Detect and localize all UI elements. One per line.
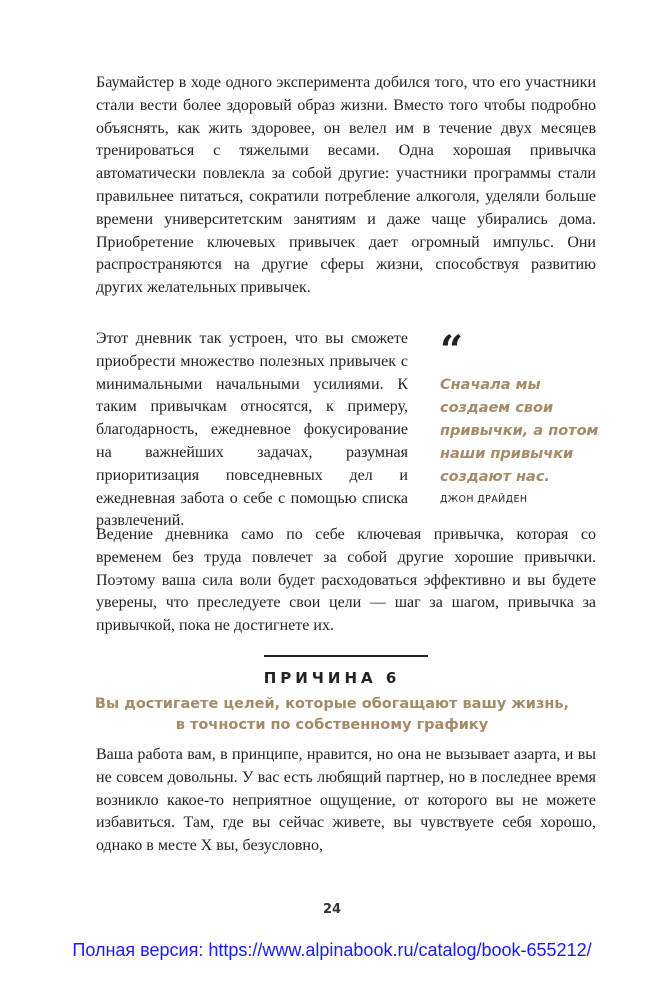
- pull-quote: [440, 327, 610, 505]
- section-divider: [264, 655, 428, 657]
- page-number: 24: [322, 902, 342, 917]
- quote-mark-icon: “: [440, 327, 460, 374]
- quote-text: Сначала мы создаем свои привычки, а потом наши привычки создают нас.: [440, 377, 599, 485]
- body-paragraph: Ведение дневника само по себе ключевая привычка, которая со временем без труда повлечет за собой другие хорошие привычки. Поэтому ваша сила воли будет расходоваться эффективно и вы будете уверены, что преследуете свои цели — шаг за шагом, привычка за привычкой, пока не достигнете их.: [96, 526, 596, 635]
- body-paragraph: Этот дневник так устроен, что вы сможете приобрести множество полезных привычек с минимальными начальными усилиями. К таким привычкам относятся, к примеру, благодарность, ежедневное фокусирование на важнейших задачах, разумная приоритизация повседневных дел и ежедневная забота о себе с помощью списка развлечений.: [96, 330, 408, 530]
- section-subtitle-line: Вы достигаете целей, которые обогащают вашу жизнь,: [94, 696, 570, 712]
- body-paragraph: Ваша работа вам, в принципе, нравится, но она не вызывает азарта, и вы не совсем довольны. У вас есть любящий партнер, но в последнее время возникло какое-то неприятное ощущение, от которого вы не можете избавиться. Там, где вы сейчас живете, вы чувствуете себя хорошо, однако в месте X вы, безусловно,: [96, 746, 596, 855]
- body-paragraph: Баумайстер в ходе одного эксперимента добился того, что его участники стали вести более здоровый образ жизни. Вместо того чтобы подробно объяснять, как жить здоровее, он велел им в течение двух месяцев тренироваться с тяжелыми весами. Одна хорошая привычка автоматически повлекла за собой другие: участники программы стали правильнее питаться, сократили потребление алкоголя, уделяли больше времени университетским занятиям и даже чаще убирались дома. Приобретение ключевых привычек дает огромный импульс. Они распространяются на другие сферы жизни, способствуя развитию других желательных привычек.: [96, 74, 596, 297]
- section-subtitle: [0, 694, 664, 736]
- full-version-link[interactable]: Полная версия: https://www.alpinabook.ru/catalog/book-655212/: [72, 940, 592, 960]
- quote-author: ДЖОН ДРАЙДЕН: [440, 494, 528, 505]
- section-title: ПРИЧИНА 6: [263, 669, 401, 687]
- section-subtitle-line: в точности по собственному графику: [175, 717, 489, 733]
